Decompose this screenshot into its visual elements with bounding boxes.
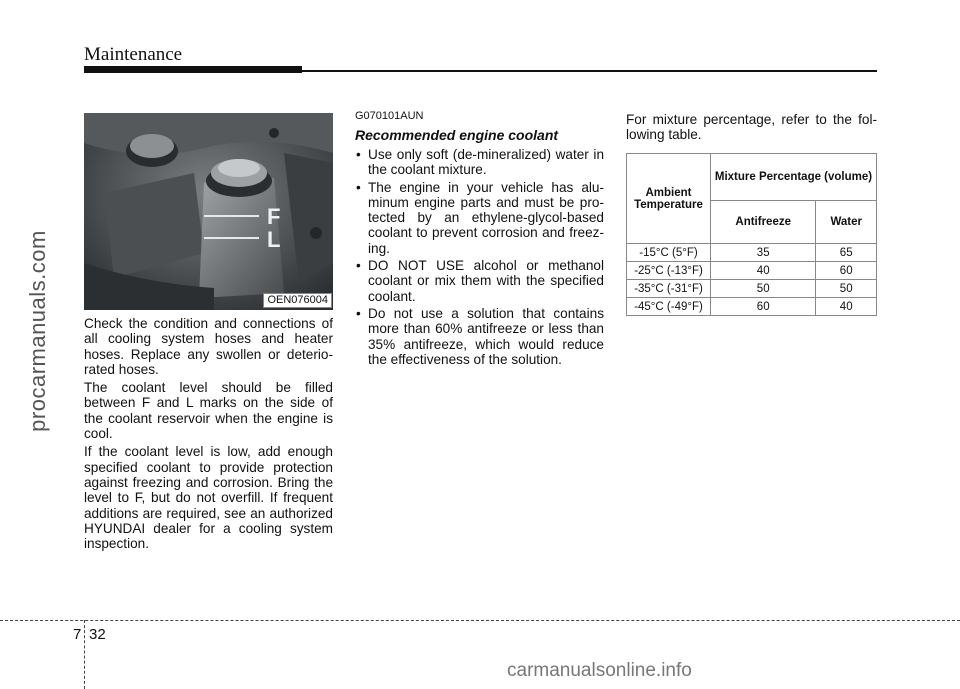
section-subheading: Recommended engine coolant	[355, 127, 559, 143]
coolant-bullet-list	[355, 147, 604, 367]
header-title: Maintenance	[84, 44, 183, 65]
bottom-watermark: carmanualsonline.info	[507, 660, 692, 681]
left-column-text	[84, 316, 333, 554]
bullet-item	[355, 306, 604, 367]
bullet-dot: •	[356, 179, 361, 195]
paragraph-hose-check: Check the condition and connections of all cooling system hoses and heater hoses. Replace any swollen or deterio-rated hoses.	[84, 316, 333, 377]
bullet-item	[355, 258, 604, 304]
cell-water: 60	[816, 262, 877, 280]
table-intro: For mixture percentage, refer to the fol-lowing table.	[626, 112, 877, 143]
bullet-dot: •	[356, 258, 361, 274]
footer-rule	[0, 620, 960, 621]
header-antifreeze: Antifreeze	[711, 201, 816, 244]
section-code: G070101AUN	[355, 110, 424, 122]
cell-water: 50	[816, 280, 877, 298]
cell-antifreeze: 60	[711, 298, 816, 316]
header-water: Water	[816, 201, 877, 244]
paragraph-low-coolant: If the coolant level is low, add enough specified coolant to provide protection against freezing and corrosion. Bring the level to F, but do not overfill. If frequent additions are required, see an authorized HYUNDAI dealer for a cooling system inspection.	[84, 444, 333, 552]
cell-antifreeze: 35	[711, 244, 816, 262]
engine-photo	[84, 113, 333, 310]
cell-water: 65	[816, 244, 877, 262]
mixture-table	[626, 153, 877, 316]
bullet-text: DO NOT USE alcohol or methanol coolant or mix them with the specified coolant.	[368, 258, 604, 304]
page-number: 32	[89, 626, 106, 643]
full-mark: F	[267, 204, 281, 229]
cell-water: 40	[816, 298, 877, 316]
figure-code: OEN076004	[263, 293, 332, 308]
side-watermark: procarmanuals.com	[25, 230, 50, 432]
bullet-dot: •	[356, 305, 361, 321]
footer-divider	[84, 620, 85, 689]
engine-bay-illustration	[84, 113, 333, 310]
bullet-item	[355, 180, 604, 256]
table-row	[627, 262, 877, 280]
header-bar	[84, 66, 302, 73]
bullet-text: The engine in your vehicle has alu-minum engine parts and must be pro-tected by an ethylene-glycol-based coolant to prevent corrosion and freez-ing.	[368, 179, 604, 256]
table-row	[627, 244, 877, 262]
cell-antifreeze: 40	[711, 262, 816, 280]
low-mark: L	[267, 227, 281, 252]
header-mixture-percentage: Mixture Percentage (volume)	[711, 154, 877, 201]
header-rule	[302, 70, 877, 72]
header-ambient-temperature: Ambient Temperature	[627, 154, 711, 244]
table-row	[627, 280, 877, 298]
bullet-text: Do not use a solution that contains more than 60% antifreeze or less than 35% antifreeze, which would reduce the effectiveness of the solution.	[368, 305, 604, 367]
chapter-number: 7	[73, 626, 82, 643]
bullet-item	[355, 147, 604, 178]
middle-column	[355, 110, 604, 369]
cell-temperature: -15°C (5°F)	[627, 244, 711, 262]
cell-temperature: -45°C (-49°F)	[627, 298, 711, 316]
paragraph-coolant-level: The coolant level should be filled between F and L marks on the side of the coolant reservoir when the engine is cool.	[84, 380, 333, 442]
bullet-dot: •	[356, 147, 361, 162]
cell-temperature: -25°C (-13°F)	[627, 262, 711, 280]
right-column	[626, 112, 877, 143]
cell-antifreeze: 50	[711, 280, 816, 298]
bullet-text: Use only soft (de-mineralized) water in the coolant mixture.	[368, 147, 604, 178]
table-row	[627, 298, 877, 316]
cell-temperature: -35°C (-31°F)	[627, 280, 711, 298]
